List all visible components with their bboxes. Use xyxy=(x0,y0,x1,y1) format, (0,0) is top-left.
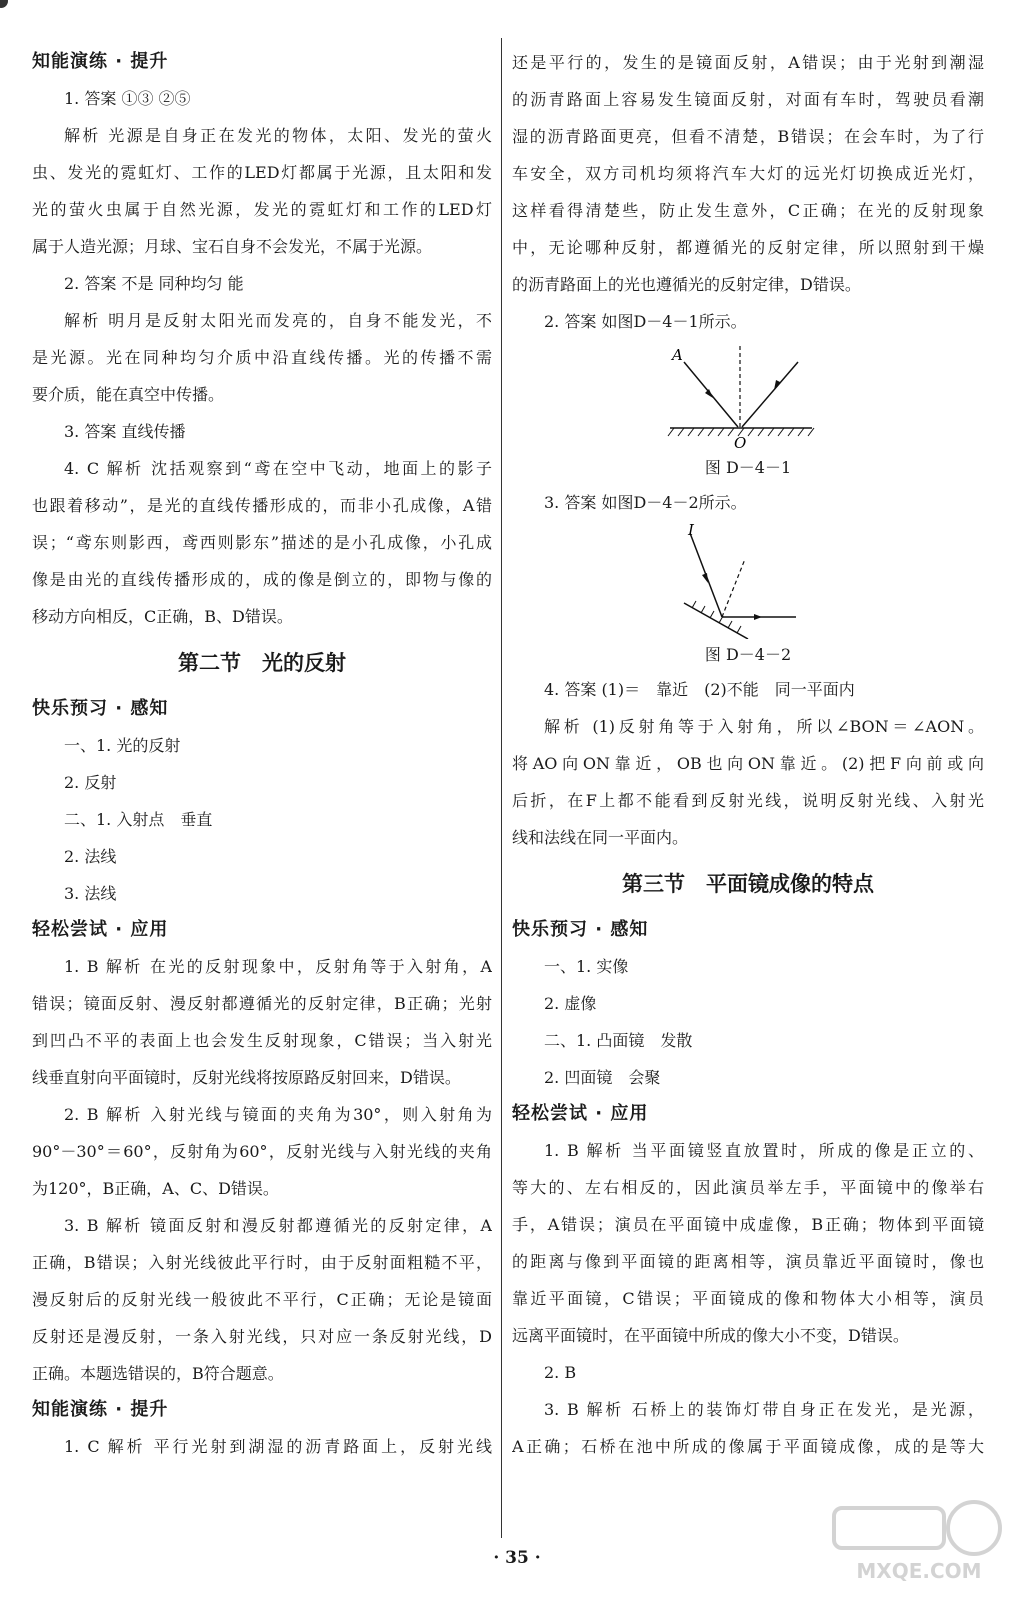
right-column xyxy=(512,44,984,1465)
answer-line: 3. 答案 如图D－4－2所示。 xyxy=(544,493,747,512)
text-line: 90°－30°＝60°，反射角为60°，反射光线与入射光线的夹角 xyxy=(32,1142,492,1161)
text-line: 解析 明月是反射太阳光而发亮的，自身不能发光，不 xyxy=(64,311,492,330)
text-line: 误；“鸢东则影西，鸢西则影东”描述的是小孔成像，小孔成 xyxy=(32,533,492,552)
text-line: 1. C 解析 平行光射到湖湿的沥青路面上，反射光线 xyxy=(64,1437,492,1456)
text-line: 的沥青路面上容易发生镜面反射，对面有车时，驾驶员看潮 xyxy=(512,90,984,109)
text-line: 线垂直射向平面镜时，反射光线将按原路反射回来，D错误。 xyxy=(32,1068,461,1087)
list-item: 2. 反射 xyxy=(64,773,117,792)
section-heading: 快乐预习 · 感知 xyxy=(512,919,649,940)
figure-caption: 图 D－4－1 xyxy=(704,458,792,477)
text-line: 要介质，能在真空中传播。 xyxy=(32,385,225,404)
text-line: 这样看得清楚些，防止发生意外，C正确；在光的反射现象 xyxy=(512,201,984,220)
text-line: 靠近平面镜，C错误；平面镜成的像和物体大小相等，演员 xyxy=(512,1289,984,1308)
text-line: 将AO向ON靠近，OB也向ON靠近。(2)把F向前或向 xyxy=(512,754,984,773)
figure-d-4-1 xyxy=(512,340,984,452)
text-line: 湿的沥青路面更亮，但看不清楚，B错误；在会车时，为了行 xyxy=(512,127,984,146)
text-line: 等大的、左右相反的，因此演员举左手，平面镜中的像举右 xyxy=(512,1178,984,1197)
text-line: 虫、发光的霓虹灯、工作的LED灯都属于光源，且太阳和发 xyxy=(32,163,492,182)
text-line: 到凹凸不平的表面上也会发生反射现象，C错误；当入射光 xyxy=(32,1031,492,1050)
text-line: 也跟着移动”，是光的直线传播形成的，而非小孔成像，A错 xyxy=(32,496,492,515)
list-item: 2. 法线 xyxy=(64,847,117,866)
list-item: 3. 法线 xyxy=(64,884,117,903)
text-line: 后折，在F上都不能看到反射光线，说明反射光线、入射光 xyxy=(512,791,984,810)
text-line: 还是平行的，发生的是镜面反射，A错误；由于光射到潮湿 xyxy=(512,53,984,72)
text-line: 2. B 解析 入射光线与镜面的夹角为30°，则入射角为 xyxy=(64,1105,492,1124)
list-item: 2. 虚像 xyxy=(544,994,597,1013)
svg-text:MXQE.COM: MXQE.COM xyxy=(856,1559,982,1583)
page-number: · 35 · xyxy=(493,1548,541,1568)
text-line: 远离平面镜时，在平面镜中所成的像大小不变，D错误。 xyxy=(512,1326,909,1345)
column-divider xyxy=(501,38,502,1538)
figure-caption: 图 D－4－2 xyxy=(704,645,792,664)
text-line: 1. B 解析 在光的反射现象中，反射角等于入射角，A xyxy=(64,957,492,976)
section-heading: 轻松尝试 · 应用 xyxy=(32,919,169,940)
text-line: 为120°，B正确，A、C、D错误。 xyxy=(32,1179,279,1198)
label-i: I xyxy=(688,521,694,539)
section-heading: 轻松尝试 · 应用 xyxy=(512,1103,649,1124)
text-line: 线和法线在同一平面内。 xyxy=(512,828,689,847)
text-line: A正确；石桥在池中所成的像属于平面镜成像，成的是等大 xyxy=(512,1437,984,1456)
list-item: 一、1. 实像 xyxy=(544,957,629,976)
text-line: 反射还是漫反射，一条入射光线，只对应一条反射光线，D xyxy=(32,1327,492,1346)
text-line: 解析 光源是自身正在发光的物体，太阳、发光的萤火 xyxy=(64,126,492,145)
chapter-section-title: 第二节 光的反射 xyxy=(178,651,346,675)
text-line: 像是由光的直线传播形成的，成的像是倒立的，即物与像的 xyxy=(32,570,492,589)
text-line: 是光源。光在同种均匀介质中沿直线传播。光的传播不需 xyxy=(32,348,492,367)
text-line: 手，A错误；演员在平面镜中成虚像，B正确；物体到平面镜 xyxy=(512,1215,984,1234)
text-line: 属于人造光源；月球、宝石自身不会发光，不属于光源。 xyxy=(32,237,433,256)
chapter-section-title: 第三节 平面镜成像的特点 xyxy=(622,872,874,896)
text-line: 移动方向相反，C正确，B、D错误。 xyxy=(32,607,293,626)
answer-line: 2. 答案 不是 同种均匀 能 xyxy=(64,274,244,293)
text-line: 3. B 解析 石桥上的装饰灯带自身正在发光，是光源， xyxy=(544,1400,984,1419)
text-line: 错误；镜面反射、漫反射都遵循光的反射定律，B正确；光射 xyxy=(32,994,492,1013)
answer-line: 1. 答案 ①③ ②⑤ xyxy=(64,89,191,108)
section-heading: 知能演练 · 提升 xyxy=(32,51,169,72)
text-line: 车安全，双方司机均须将汽车大灯的远光灯切换成近光灯， xyxy=(512,164,984,183)
figure-d-4-2 xyxy=(512,521,984,639)
text-line: 3. B 解析 镜面反射和漫反射都遵循光的反射定律，A xyxy=(64,1216,492,1235)
section-heading: 知能演练 · 提升 xyxy=(32,1399,169,1420)
list-item: 二、1. 入射点 垂直 xyxy=(64,810,213,829)
list-item: 一、1. 光的反射 xyxy=(64,736,181,755)
text-line: 正确，B错误；入射光线彼此平行时，由于反射面粗糙不平， xyxy=(32,1253,492,1272)
answer-line: 2. B xyxy=(544,1363,577,1382)
text-line: 正确。本题选错误的，B符合题意。 xyxy=(32,1364,284,1383)
text-line: 光的萤火虫属于自然光源，发光的霓虹灯和工作的LED灯 xyxy=(32,200,492,219)
left-column xyxy=(32,44,492,1465)
text-line: 的距离与像到平面镜的距离相等，演员靠近平面镜时，像也 xyxy=(512,1252,984,1271)
reflection-diagram-2 xyxy=(512,521,984,639)
text-line: 中，无论哪种反射，都遵循光的反射定律，所以照射到干燥 xyxy=(512,238,984,257)
section-heading: 快乐预习 · 感知 xyxy=(32,698,169,719)
corner-dot xyxy=(0,0,8,8)
answer-line: 2. 答案 如图D－4－1所示。 xyxy=(544,312,747,331)
text-line: 解析 (1)反射角等于入射角，所以∠BON＝∠AON。 xyxy=(544,717,984,736)
list-item: 二、1. 凸面镜 发散 xyxy=(544,1031,693,1050)
text-line: 的沥青路面上的光也遵循光的反射定律，D错误。 xyxy=(512,275,861,294)
text-line: 漫反射后的反射光线一般彼此不平行，C正确；无论是镜面 xyxy=(32,1290,492,1309)
text-line: 1. B 解析 当平面镜竖直放置时，所成的像是正立的、 xyxy=(544,1141,984,1160)
answer-line: 4. 答案 (1)＝ 靠近 (2)不能 同一平面内 xyxy=(544,680,855,699)
label-o: O xyxy=(734,434,747,452)
label-a: A xyxy=(672,346,683,364)
text-line: 4. C 解析 沈括观察到“鸢在空中飞动，地面上的影子 xyxy=(64,459,492,478)
reflection-diagram-1 xyxy=(512,340,984,452)
list-item: 2. 凹面镜 会聚 xyxy=(544,1068,661,1087)
answer-line: 3. 答案 直线传播 xyxy=(64,422,186,441)
watermark-logo xyxy=(824,1498,1014,1588)
